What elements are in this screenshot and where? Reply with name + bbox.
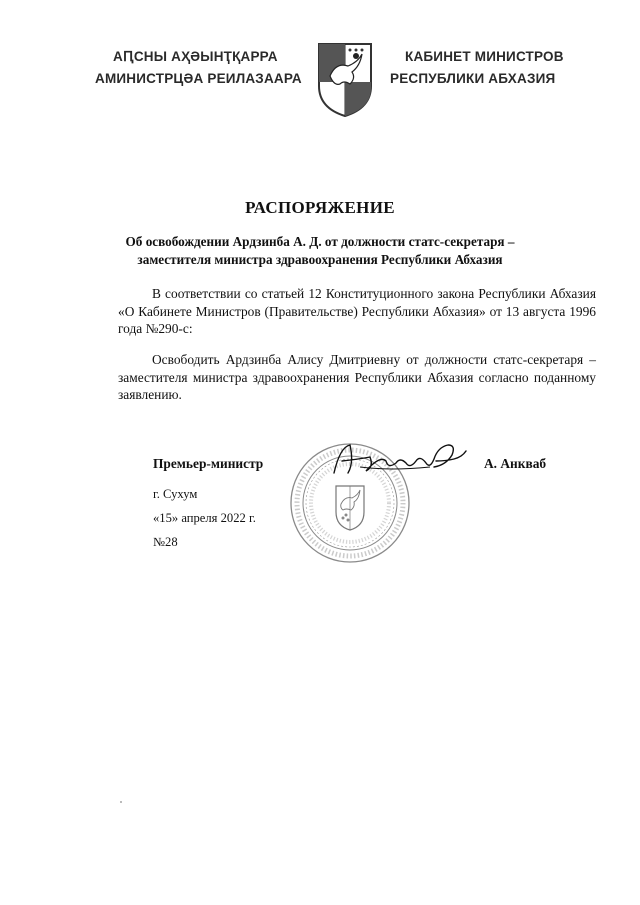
signatory-name: А. Анкваб xyxy=(484,456,547,471)
header-right-line1: КАБИНЕТ МИНИСТРОВ xyxy=(405,49,564,64)
paragraph-legal-basis: В соответствии со статьей 12 Конституционного закона Республики Абхазия «О Кабинете Министров (Правительстве) Республики Абхазия» от 13 августа 1996 года №290-с: xyxy=(118,286,596,336)
issue-city: г. Сухум xyxy=(153,487,198,501)
paragraph-decision: Освободить Ардзинба Алису Дмитриевну от должности статс-секретаря – заместителя министра здравоохранения Республики Абхазия согласно поданному заявлению. xyxy=(118,352,596,402)
scan-speck xyxy=(120,801,122,803)
document-number: №28 xyxy=(153,535,178,549)
issue-date: «15» апреля 2022 г. xyxy=(153,511,256,525)
subject-line2: заместителя министра здравоохранения Республики Абхазия xyxy=(137,251,503,267)
header-left-line1: АԤСНЫ АҲӘЫНҬҚАРРА xyxy=(113,49,278,64)
signatory-position: Премьер-министр xyxy=(153,456,264,471)
header-left-line2: АМИНИСТРЦӘА РЕИЛАЗААРА xyxy=(95,71,302,86)
header-right-line2: РЕСПУБЛИКИ АБХАЗИЯ xyxy=(390,71,556,86)
subject-line1: Об освобождении Ардзинба А. Д. от должности статс-секретаря – xyxy=(125,234,515,249)
abkhazia-coat-of-arms-icon xyxy=(316,42,374,118)
document-subject xyxy=(120,233,520,268)
document-title: РАСПОРЯЖЕНИЕ xyxy=(245,198,395,217)
handwritten-signature-icon xyxy=(330,437,470,483)
